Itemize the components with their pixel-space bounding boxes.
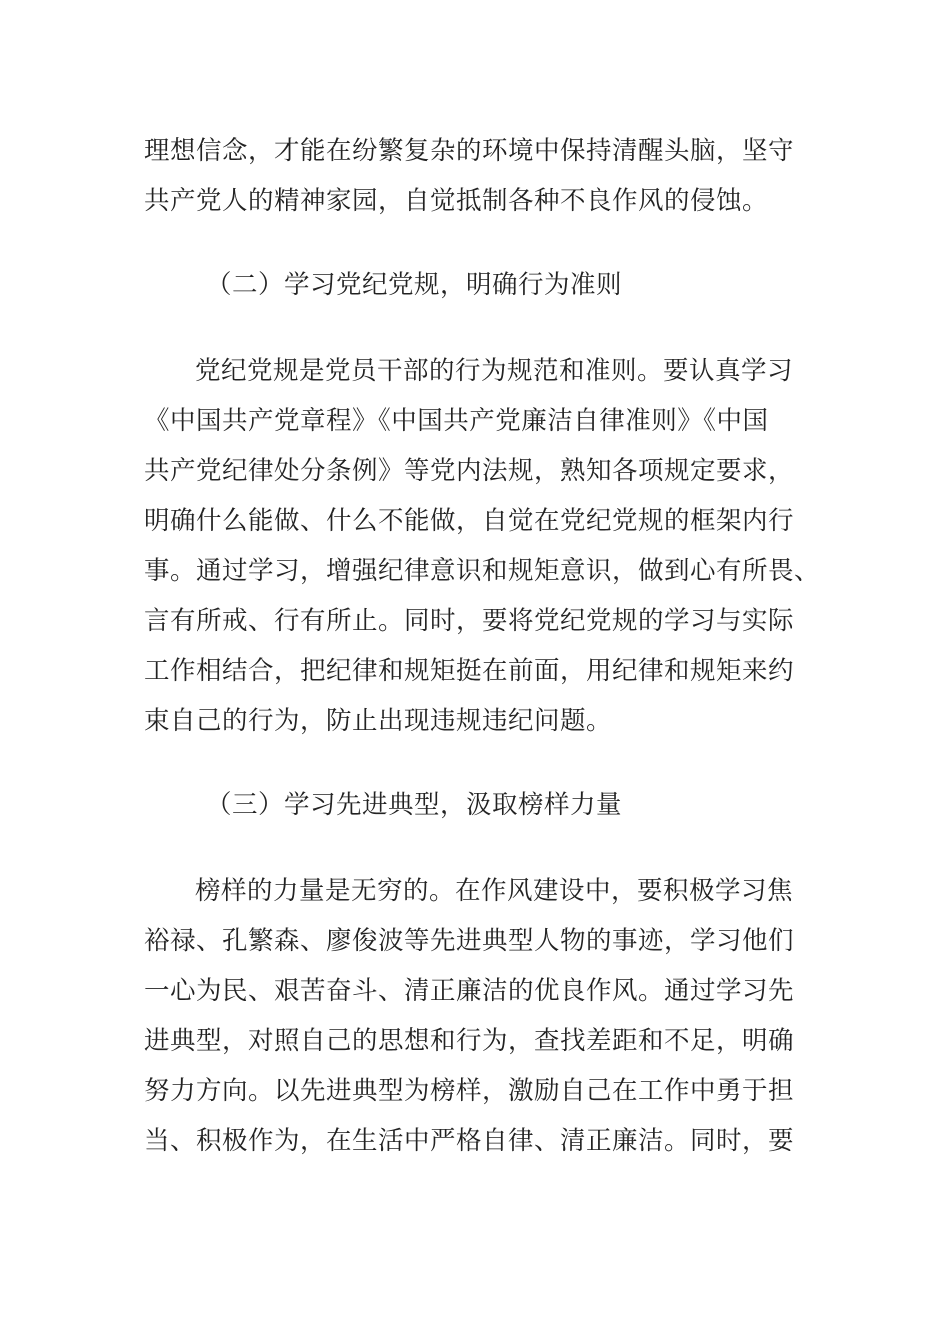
paragraph-party-rules bbox=[144, 346, 821, 746]
text-line: 事。通过学习，增强纪律意识和规矩意识，做到心有所畏、 bbox=[144, 556, 821, 586]
section-heading-2: （二）学习党纪党规，明确行为准则 bbox=[206, 270, 623, 300]
text-line: 言有所戒、行有所止。同时，要将党纪党规的学习与实际 bbox=[144, 606, 795, 636]
text-line: 明确什么能做、什么不能做，自觉在党纪党规的框架内行 bbox=[144, 506, 795, 536]
text-line: 一心为民、艰苦奋斗、清正廉洁的优良作风。通过学习先 bbox=[144, 976, 795, 1006]
text-line: 努力方向。以先进典型为榜样，激励自己在工作中勇于担 bbox=[144, 1076, 795, 1106]
paragraph-ideals bbox=[144, 126, 794, 226]
paragraph-role-models bbox=[144, 866, 794, 1166]
text-line: 榜样的力量是无穷的。在作风建设中，要积极学习焦 bbox=[195, 876, 794, 906]
text-line: 束自己的行为，防止出现违规违纪问题。 bbox=[144, 706, 613, 736]
text-line: 共产党人的精神家园，自觉抵制各种不良作风的侵蚀。 bbox=[144, 186, 769, 216]
text-line: 《中国共产党章程》《中国共产党廉洁自律准则》《中国 bbox=[144, 406, 769, 436]
section-heading-3: （三）学习先进典型，汲取榜样力量 bbox=[206, 790, 623, 820]
text-line: 当、积极作为，在生活中严格自律、清正廉洁。同时，要 bbox=[144, 1126, 795, 1156]
text-line: 工作相结合，把纪律和规矩挺在前面，用纪律和规矩来约 bbox=[144, 656, 795, 686]
text-line: 理想信念，才能在纷繁复杂的环境中保持清醒头脑，坚守 bbox=[144, 136, 795, 166]
text-line: 进典型，对照自己的思想和行为，查找差距和不足，明确 bbox=[144, 1026, 795, 1056]
text-line: 共产党纪律处分条例》等党内法规，熟知各项规定要求， bbox=[144, 456, 795, 486]
text-line: 党纪党规是党员干部的行为规范和准则。要认真学习 bbox=[195, 356, 794, 386]
text-line: 裕禄、孔繁森、廖俊波等先进典型人物的事迹，学习他们 bbox=[144, 926, 795, 956]
